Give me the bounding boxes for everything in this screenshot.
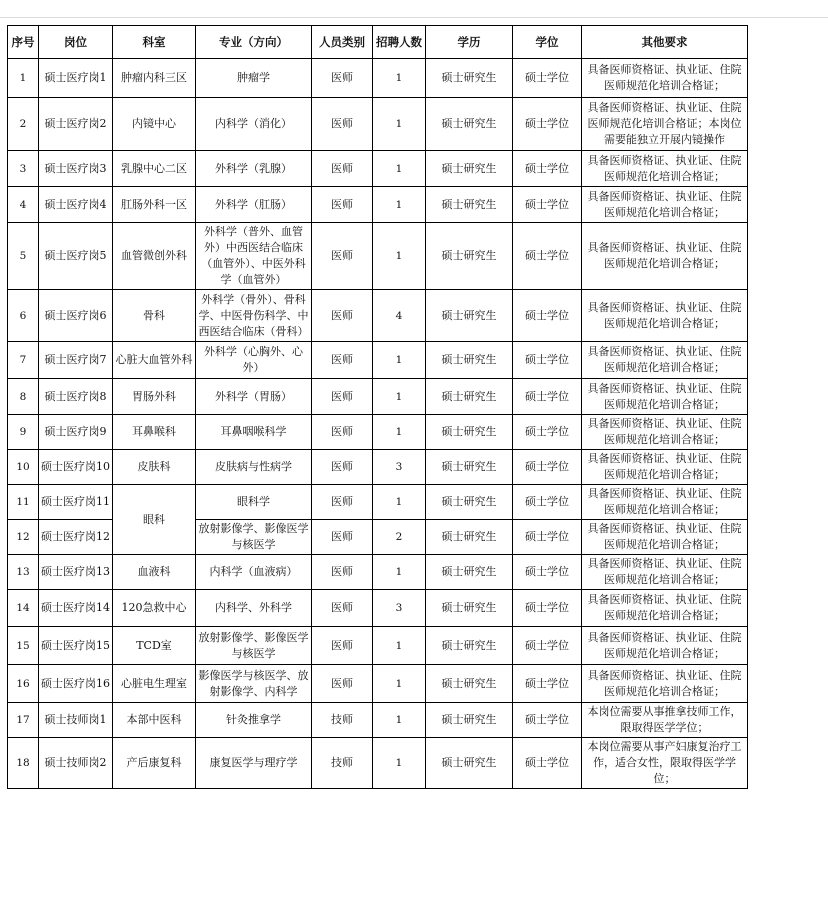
cell-no: 2	[8, 98, 39, 151]
cell-type: 医师	[312, 665, 373, 703]
table-row	[8, 151, 748, 187]
cell-no: 15	[8, 627, 39, 665]
cell-no: 11	[8, 485, 39, 520]
cell-count: 1	[373, 665, 426, 703]
cell-count: 1	[373, 98, 426, 151]
header-req: 其他要求	[582, 26, 748, 59]
cell-count: 3	[373, 450, 426, 485]
cell-dept: 心脏电生理室	[113, 665, 196, 703]
cell-req: 具备医师资格证、执业证、住院医师规范化培训合格证；	[582, 450, 748, 485]
cell-count: 1	[373, 738, 426, 789]
cell-major: 外科学（心胸外、心外）	[196, 342, 312, 379]
cell-degree: 硕士学位	[513, 555, 582, 590]
cell-major: 外科学（乳腺）	[196, 151, 312, 187]
cell-post: 硕士医疗岗5	[39, 223, 113, 290]
cell-req: 具备医师资格证、执业证、住院医师规范化培训合格证；	[582, 627, 748, 665]
cell-edu: 硕士研究生	[426, 151, 513, 187]
cell-major: 耳鼻咽喉科学	[196, 415, 312, 450]
cell-count: 1	[373, 342, 426, 379]
cell-edu: 硕士研究生	[426, 555, 513, 590]
cell-req: 具备医师资格证、执业证、住院医师规范化培训合格证；	[582, 342, 748, 379]
cell-type: 医师	[312, 555, 373, 590]
cell-degree: 硕士学位	[513, 627, 582, 665]
cell-no: 1	[8, 59, 39, 98]
cell-edu: 硕士研究生	[426, 379, 513, 415]
cell-req: 具备医师资格证、执业证、住院医师规范化培训合格证；	[582, 590, 748, 627]
table-row	[8, 703, 748, 738]
header-no: 序号	[8, 26, 39, 59]
cell-edu: 硕士研究生	[426, 290, 513, 342]
cell-post: 硕士医疗岗15	[39, 627, 113, 665]
table-row	[8, 485, 748, 520]
cell-edu: 硕士研究生	[426, 520, 513, 555]
cell-degree: 硕士学位	[513, 98, 582, 151]
cell-count: 1	[373, 555, 426, 590]
cell-degree: 硕士学位	[513, 290, 582, 342]
cell-dept: 乳腺中心二区	[113, 151, 196, 187]
cell-no: 12	[8, 520, 39, 555]
cell-type: 医师	[312, 485, 373, 520]
cell-dept: 内镜中心	[113, 98, 196, 151]
cell-req: 具备医师资格证、执业证、住院医师规范化培训合格证；	[582, 379, 748, 415]
cell-dept: 骨科	[113, 290, 196, 342]
cell-major: 外科学（骨外）、骨科学、中医骨伤科学、中西医结合临床（骨科）	[196, 290, 312, 342]
cell-req: 具备医师资格证、执业证、住院医师规范化培训合格证；	[582, 485, 748, 520]
table-row	[8, 290, 748, 342]
cell-type: 医师	[312, 415, 373, 450]
cell-edu: 硕士研究生	[426, 223, 513, 290]
cell-dept: 胃肠外科	[113, 379, 196, 415]
cell-type: 医师	[312, 627, 373, 665]
cell-major: 内科学、外科学	[196, 590, 312, 627]
cell-no: 6	[8, 290, 39, 342]
cell-edu: 硕士研究生	[426, 98, 513, 151]
cell-post: 硕士技师岗1	[39, 703, 113, 738]
cell-post: 硕士医疗岗10	[39, 450, 113, 485]
table-row	[8, 627, 748, 665]
table-row	[8, 555, 748, 590]
cell-edu: 硕士研究生	[426, 485, 513, 520]
cell-req: 具备医师资格证、执业证、住院医师规范化培训合格证；	[582, 223, 748, 290]
cell-dept: 血液科	[113, 555, 196, 590]
recruitment-table	[7, 25, 748, 789]
table-row	[8, 342, 748, 379]
cell-major: 外科学（胃肠）	[196, 379, 312, 415]
cell-req: 具备医师资格证、执业证、住院医师规范化培训合格证；	[582, 59, 748, 98]
cell-type: 技师	[312, 738, 373, 789]
cell-major: 针灸推拿学	[196, 703, 312, 738]
cell-no: 17	[8, 703, 39, 738]
cell-req: 具备医师资格证、执业证、住院医师规范化培训合格证；本岗位需要能独立开展内镜操作	[582, 98, 748, 151]
cell-degree: 硕士学位	[513, 590, 582, 627]
cell-post: 硕士医疗岗2	[39, 98, 113, 151]
cell-degree: 硕士学位	[513, 450, 582, 485]
cell-count: 4	[373, 290, 426, 342]
table-row	[8, 590, 748, 627]
cell-count: 1	[373, 187, 426, 223]
cell-post: 硕士医疗岗14	[39, 590, 113, 627]
table-row	[8, 665, 748, 703]
table-row	[8, 59, 748, 98]
cell-post: 硕士医疗岗13	[39, 555, 113, 590]
cell-edu: 硕士研究生	[426, 450, 513, 485]
cell-no: 8	[8, 379, 39, 415]
cell-dept: 皮肤科	[113, 450, 196, 485]
cell-type: 技师	[312, 703, 373, 738]
cell-edu: 硕士研究生	[426, 187, 513, 223]
cell-degree: 硕士学位	[513, 665, 582, 703]
cell-req: 本岗位需要从事产妇康复治疗工作，适合女性，限取得医学学位；	[582, 738, 748, 789]
cell-no: 4	[8, 187, 39, 223]
cell-degree: 硕士学位	[513, 223, 582, 290]
header-dept: 科室	[113, 26, 196, 59]
cell-post: 硕士医疗岗4	[39, 187, 113, 223]
cell-no: 3	[8, 151, 39, 187]
cell-edu: 硕士研究生	[426, 415, 513, 450]
cell-edu: 硕士研究生	[426, 665, 513, 703]
cell-req: 具备医师资格证、执业证、住院医师规范化培训合格证；	[582, 415, 748, 450]
cell-major: 内科学（血液病）	[196, 555, 312, 590]
cell-req: 具备医师资格证、执业证、住院医师规范化培训合格证；	[582, 151, 748, 187]
cell-type: 医师	[312, 187, 373, 223]
table-header-row	[8, 26, 748, 59]
cell-degree: 硕士学位	[513, 415, 582, 450]
cell-req: 具备医师资格证、执业证、住院医师规范化培训合格证；	[582, 187, 748, 223]
cell-req: 具备医师资格证、执业证、住院医师规范化培训合格证；	[582, 290, 748, 342]
cell-count: 1	[373, 485, 426, 520]
cell-post: 硕士医疗岗7	[39, 342, 113, 379]
cell-edu: 硕士研究生	[426, 59, 513, 98]
cell-type: 医师	[312, 450, 373, 485]
table-row	[8, 450, 748, 485]
cell-no: 5	[8, 223, 39, 290]
cell-no: 13	[8, 555, 39, 590]
cell-count: 2	[373, 520, 426, 555]
cell-req: 具备医师资格证、执业证、住院医师规范化培训合格证；	[582, 555, 748, 590]
cell-edu: 硕士研究生	[426, 627, 513, 665]
cell-edu: 硕士研究生	[426, 590, 513, 627]
cell-dept: 肿瘤内科三区	[113, 59, 196, 98]
table-row	[8, 738, 748, 789]
cell-major: 肿瘤学	[196, 59, 312, 98]
cell-post: 硕士医疗岗6	[39, 290, 113, 342]
cell-count: 3	[373, 590, 426, 627]
cell-dept: 120急救中心	[113, 590, 196, 627]
table-row	[8, 98, 748, 151]
table-row	[8, 379, 748, 415]
table-row	[8, 415, 748, 450]
cell-major: 外科学（普外、血管外）中西医结合临床（血管外）、中医外科学（血管外）	[196, 223, 312, 290]
cell-degree: 硕士学位	[513, 703, 582, 738]
cell-type: 医师	[312, 379, 373, 415]
header-count: 招聘人数	[373, 26, 426, 59]
cell-degree: 硕士学位	[513, 59, 582, 98]
cell-no: 10	[8, 450, 39, 485]
cell-type: 医师	[312, 520, 373, 555]
cell-no: 14	[8, 590, 39, 627]
cell-type: 医师	[312, 98, 373, 151]
top-divider	[0, 17, 828, 18]
cell-dept: TCD室	[113, 627, 196, 665]
cell-degree: 硕士学位	[513, 485, 582, 520]
cell-req: 具备医师资格证、执业证、住院医师规范化培训合格证；	[582, 520, 748, 555]
cell-dept: 心脏大血管外科	[113, 342, 196, 379]
table-row	[8, 223, 748, 290]
cell-dept: 本部中医科	[113, 703, 196, 738]
cell-post: 硕士医疗岗9	[39, 415, 113, 450]
cell-count: 1	[373, 415, 426, 450]
cell-type: 医师	[312, 59, 373, 98]
cell-dept: 产后康复科	[113, 738, 196, 789]
cell-req: 具备医师资格证、执业证、住院医师规范化培训合格证；	[582, 665, 748, 703]
header-type: 人员类别	[312, 26, 373, 59]
cell-no: 16	[8, 665, 39, 703]
header-degree: 学位	[513, 26, 582, 59]
cell-dept: 眼科	[113, 485, 196, 555]
cell-edu: 硕士研究生	[426, 703, 513, 738]
cell-no: 18	[8, 738, 39, 789]
cell-degree: 硕士学位	[513, 342, 582, 379]
header-edu: 学历	[426, 26, 513, 59]
cell-edu: 硕士研究生	[426, 738, 513, 789]
cell-no: 9	[8, 415, 39, 450]
cell-post: 硕士技师岗2	[39, 738, 113, 789]
cell-req: 本岗位需要从事推拿技师工作，限取得医学学位；	[582, 703, 748, 738]
cell-dept: 耳鼻喉科	[113, 415, 196, 450]
cell-type: 医师	[312, 290, 373, 342]
cell-dept: 肛肠外科一区	[113, 187, 196, 223]
cell-degree: 硕士学位	[513, 187, 582, 223]
cell-count: 1	[373, 627, 426, 665]
cell-post: 硕士医疗岗11	[39, 485, 113, 520]
header-post: 岗位	[39, 26, 113, 59]
cell-count: 1	[373, 379, 426, 415]
table-row	[8, 187, 748, 223]
cell-major: 影像医学与核医学、放射影像学、内科学	[196, 665, 312, 703]
cell-dept: 血管微创外科	[113, 223, 196, 290]
cell-degree: 硕士学位	[513, 520, 582, 555]
cell-major: 内科学（消化）	[196, 98, 312, 151]
cell-degree: 硕士学位	[513, 379, 582, 415]
cell-major: 放射影像学、影像医学与核医学	[196, 520, 312, 555]
cell-degree: 硕士学位	[513, 151, 582, 187]
cell-type: 医师	[312, 151, 373, 187]
cell-type: 医师	[312, 223, 373, 290]
cell-post: 硕士医疗岗1	[39, 59, 113, 98]
cell-edu: 硕士研究生	[426, 342, 513, 379]
cell-major: 皮肤病与性病学	[196, 450, 312, 485]
cell-post: 硕士医疗岗8	[39, 379, 113, 415]
cell-count: 1	[373, 59, 426, 98]
cell-major: 放射影像学、影像医学与核医学	[196, 627, 312, 665]
cell-major: 康复医学与理疗学	[196, 738, 312, 789]
cell-major: 外科学（肛肠）	[196, 187, 312, 223]
header-major: 专业（方向）	[196, 26, 312, 59]
cell-count: 1	[373, 151, 426, 187]
cell-degree: 硕士学位	[513, 738, 582, 789]
cell-type: 医师	[312, 590, 373, 627]
cell-major: 眼科学	[196, 485, 312, 520]
cell-post: 硕士医疗岗3	[39, 151, 113, 187]
cell-count: 1	[373, 703, 426, 738]
cell-no: 7	[8, 342, 39, 379]
cell-count: 1	[373, 223, 426, 290]
cell-post: 硕士医疗岗16	[39, 665, 113, 703]
cell-type: 医师	[312, 342, 373, 379]
cell-post: 硕士医疗岗12	[39, 520, 113, 555]
